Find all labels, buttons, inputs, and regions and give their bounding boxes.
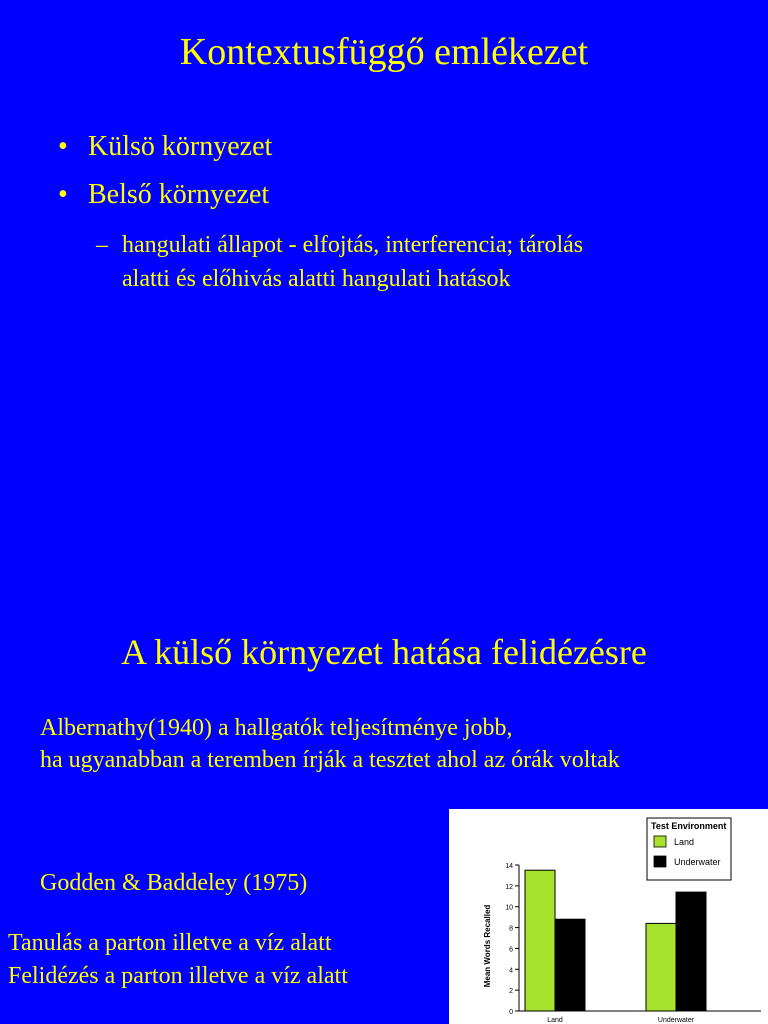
albernathy-paragraph [40,712,620,776]
godden-baddeley-citation: Godden & Baddeley (1975) [40,870,308,896]
x-tick-label: Land [547,1017,563,1024]
bullet-list [58,130,272,226]
albernathy-line-1: Albernathy(1940) a hallgatók teljesítménye jobb, [40,715,513,741]
legend-label-land: Land [674,837,695,847]
y-tick-label: 12 [505,883,513,891]
x-tick-label: Underwater [657,1017,695,1024]
chart-legend [647,818,731,880]
slide-1-title: Kontextusfüggő emlékezet [179,31,589,73]
slide-2-title: A külső környezet hatása felidézésre [121,632,647,672]
y-tick-label: 2 [509,988,513,996]
bar-underwater-land [555,919,585,1011]
bar-land-land [525,870,555,1011]
bullet-item-external [58,130,272,164]
legend-swatch-underwater [654,856,666,867]
sub-bullet-line-1: hangulati állapot - elfojtás, interferencia; tárolás [122,232,584,258]
y-tick-label: 10 [505,904,513,912]
albernathy-line-2: ha ugyanabban a teremben írják a tesztet ahol az órák voltak [40,747,620,773]
chart-svg [449,809,768,1024]
bar-land-underwater [646,923,676,1011]
bullet-marker: • [58,131,68,162]
recall-bar-chart [449,809,768,1024]
bullet-text: Külsö környezet [88,131,273,162]
y-tick-label: 14 [505,863,513,870]
legend-title: Test Environment [651,821,727,831]
y-tick-label: 4 [509,967,513,975]
y-axis-label: Mean Words Recalled [483,904,492,988]
sub-bullet-line-2: alatti és előhivás alatti hangulati hatások [122,266,511,292]
study-condition-recall: Felidézés a parton illetve a víz alatt [8,963,348,989]
sub-bullet-marker: – [96,232,108,258]
legend-swatch-land [654,836,666,847]
study-conditions [8,927,348,993]
y-tick-label: 8 [509,925,513,933]
bullet-marker: • [58,179,68,210]
slide-2 [0,512,768,1024]
bar-underwater-underwater [676,892,706,1011]
legend-label-underwater: Underwater [674,857,721,867]
bullet-item-internal [58,178,272,212]
study-condition-learning: Tanulás a parton illetve a víz alatt [8,930,332,956]
sub-bullet-mood [96,228,736,296]
bullet-text: Belső környezet [88,179,270,210]
y-tick-label: 0 [509,1009,513,1016]
y-tick-label: 6 [509,946,513,954]
